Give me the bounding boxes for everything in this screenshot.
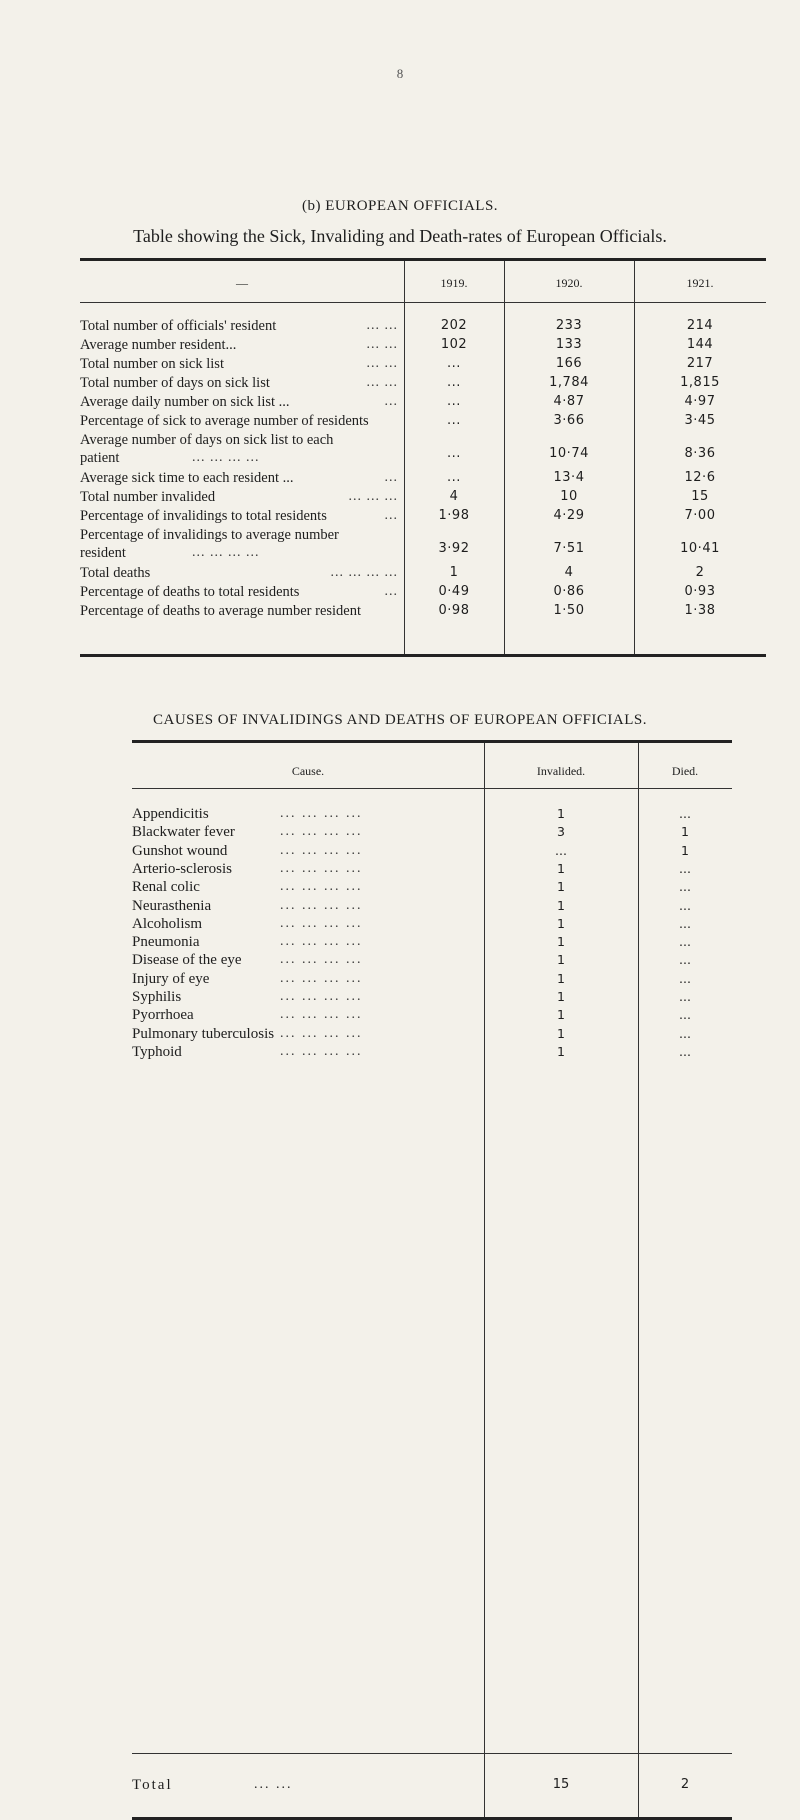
died-value: ... — [679, 952, 691, 968]
row-value: 3·66 — [553, 413, 585, 428]
row-label: Percentage of invalidings to total residents — [80, 508, 327, 524]
table1-header-1920: 1920. — [555, 276, 583, 290]
invalided-value: 1 — [557, 915, 565, 931]
cause-label: Renal colic — [132, 879, 200, 896]
row-label: Percentage of deaths to average number resident — [80, 603, 362, 619]
leader-dots: ... — [384, 470, 398, 485]
invalided-value: 1 — [557, 897, 565, 913]
row-value: 102 — [440, 337, 468, 352]
died-value: 1 — [681, 842, 689, 858]
cause-label: Gunshot wound — [132, 842, 228, 859]
cause-row — [132, 952, 732, 970]
table1-top-rule — [80, 258, 766, 261]
invalided-value: ... — [555, 842, 567, 858]
row-label: Average number of days on sick list to each — [80, 432, 334, 448]
died-value: ... — [679, 989, 691, 1004]
table1-row — [80, 356, 766, 374]
leader-dots: ... ... ... ... — [280, 824, 363, 840]
row-value: 217 — [686, 356, 714, 371]
row-value: 144 — [686, 337, 714, 352]
died-value: ... — [679, 897, 691, 913]
invalided-value: 1 — [557, 860, 565, 876]
table2-header-rule — [132, 788, 732, 789]
row-value: 1,784 — [549, 375, 589, 390]
row-value: 1,815 — [680, 375, 720, 390]
row-value: 0·86 — [553, 584, 585, 599]
row-label: Average daily number on sick list ... — [80, 394, 290, 410]
cause-label: Arterio-sclerosis — [132, 860, 232, 877]
table1-row — [80, 318, 766, 336]
cause-row — [132, 1007, 732, 1025]
leader-dots: ... ... ... ... — [280, 897, 363, 913]
died-value: ... — [679, 806, 691, 821]
leader-dots: ... ... ... ... — [280, 860, 363, 876]
died-value: 1 — [681, 824, 689, 840]
leader-dots: ... ... ... ... — [280, 842, 363, 858]
row-value: ... — [447, 375, 461, 390]
cause-label: Alcoholism — [132, 915, 202, 932]
leader-dots: ... ... ... ... — [280, 970, 363, 986]
row-value: 10·41 — [680, 541, 720, 556]
table2-header-invalided: Invalided. — [536, 764, 586, 778]
row-label: Total number invalided — [80, 489, 216, 505]
row-value: ... — [447, 356, 461, 371]
table1-row — [80, 432, 766, 466]
cause-label: Injury of eye — [132, 970, 210, 987]
died-value: ... — [679, 1007, 691, 1023]
row-value: 1·50 — [553, 603, 585, 618]
row-value: 4 — [449, 489, 459, 504]
died-value: ... — [679, 1025, 691, 1041]
table1-row — [80, 527, 766, 561]
table1-header-1921: 1921. — [686, 276, 714, 290]
row-value: 12·6 — [684, 470, 716, 485]
cause-row — [132, 806, 732, 824]
page-number: 8 — [396, 66, 404, 81]
invalided-value: 3 — [557, 824, 565, 840]
leader-dots: ... ... ... ... — [192, 450, 260, 465]
invalided-value: 1 — [557, 806, 565, 821]
leader-dots: ... ... ... — [348, 489, 398, 504]
total-dots: ... ... — [254, 1777, 293, 1792]
row-label: Percentage of deaths to total residents — [80, 584, 300, 600]
total-invalided: 15 — [552, 1777, 570, 1792]
leader-dots: ... — [384, 508, 398, 523]
table1-row — [80, 337, 766, 355]
died-value: ... — [679, 970, 691, 986]
row-value: 4·87 — [553, 394, 585, 409]
row-value: 1·98 — [438, 508, 470, 523]
row-label: Average sick time to each resident ... — [80, 470, 294, 486]
invalided-value: 1 — [557, 934, 565, 950]
row-value: ... — [447, 446, 461, 461]
leader-dots: ... ... ... ... — [192, 545, 260, 560]
row-value: 10 — [560, 489, 578, 504]
row-value: 4 — [564, 565, 574, 580]
row-value: 1 — [449, 565, 459, 580]
invalided-value: 1 — [557, 1025, 565, 1041]
row-label: Total deaths — [80, 565, 151, 581]
died-value: ... — [679, 860, 691, 876]
table1-row — [80, 470, 766, 488]
row-value: 4·97 — [684, 394, 716, 409]
row-value: 3·45 — [684, 413, 716, 428]
table1-bottom-rule — [80, 654, 766, 657]
leader-dots: ... ... ... ... — [280, 1043, 363, 1059]
row-label: Percentage of sick to average number of residents — [80, 413, 369, 429]
table2-total-rule — [132, 1753, 732, 1754]
cause-row — [132, 898, 732, 916]
leader-dots: ... ... — [366, 375, 398, 390]
cause-label: Pulmonary tuberculosis — [132, 1025, 275, 1042]
row-value: 4·29 — [553, 508, 585, 523]
table1-row — [80, 413, 766, 431]
row-value: 15 — [691, 489, 709, 504]
table2-header-cause: Cause. — [291, 764, 325, 778]
total-died: 2 — [680, 1777, 690, 1792]
leader-dots: ... ... ... ... — [280, 934, 363, 950]
died-value: ... — [679, 934, 691, 950]
table1-row — [80, 375, 766, 393]
invalided-value: 1 — [557, 1043, 565, 1059]
row-label: Total number on sick list — [80, 356, 224, 372]
section-label: (b) EUROPEAN OFFICIALS. — [301, 198, 499, 214]
cause-label: Pyorrhoea — [132, 1007, 194, 1024]
cause-row — [132, 843, 732, 861]
table2-title: CAUSES OF INVALIDINGS AND DEATHS OF EUROPEAN OFFICIALS. — [153, 712, 647, 728]
row-label: Average number resident... — [80, 337, 237, 353]
row-value: 166 — [555, 356, 583, 371]
died-value: ... — [679, 879, 691, 895]
table1-header-blank: — — [236, 276, 248, 290]
total-label: Total — [132, 1777, 173, 1793]
table2-total-row — [132, 1777, 732, 1797]
leader-dots: ... ... ... ... — [280, 879, 363, 895]
table2-top-rule — [132, 740, 732, 743]
cause-row — [132, 1044, 732, 1062]
cause-row — [132, 824, 732, 842]
leader-dots: ... ... — [366, 318, 398, 333]
leader-dots: ... ... ... ... — [280, 1007, 363, 1023]
leader-dots: ... — [384, 394, 398, 409]
row-value: 133 — [555, 337, 583, 352]
table1-title: Table showing the Sick, Invaliding and Death-rates of European Officials. — [133, 226, 667, 246]
leader-dots: ... ... ... ... — [330, 565, 398, 580]
row-label: Total number of officials' resident — [80, 318, 277, 334]
causes-table — [132, 740, 732, 1793]
table2-header-died: Died. — [671, 764, 699, 778]
row-value: 0·49 — [438, 584, 470, 599]
table1-header-rule — [80, 302, 766, 303]
table1-row — [80, 565, 766, 583]
cause-row — [132, 861, 732, 879]
row-value: 7·00 — [684, 508, 716, 523]
row-value: 8·36 — [684, 446, 716, 461]
cause-row — [132, 1026, 732, 1044]
invalided-value: 1 — [557, 1007, 565, 1023]
row-value: 3·92 — [438, 541, 470, 556]
row-value: 13·4 — [553, 470, 585, 485]
row-value: 2 — [695, 565, 705, 580]
row-value: 214 — [686, 318, 714, 333]
leader-dots: ... ... — [366, 356, 398, 371]
row-label: Total number of days on sick list — [80, 375, 270, 391]
row-label-continued: patient — [80, 450, 120, 466]
invalided-value: 1 — [557, 879, 565, 895]
row-value: 1·38 — [684, 603, 716, 618]
table1-row — [80, 489, 766, 507]
leader-dots: ... ... — [366, 337, 398, 352]
row-value: 7·51 — [553, 541, 585, 556]
died-value: ... — [679, 915, 691, 931]
row-value: 202 — [440, 318, 468, 333]
table1-row — [80, 508, 766, 526]
row-value: ... — [447, 470, 461, 485]
cause-row — [132, 934, 732, 952]
cause-row — [132, 916, 732, 934]
invalided-value: 1 — [557, 970, 565, 986]
cause-row — [132, 989, 732, 1007]
leader-dots: ... ... ... ... — [280, 915, 363, 931]
row-value: 0·93 — [684, 584, 716, 599]
invalided-value: 1 — [557, 952, 565, 968]
cause-label: Neurasthenia — [132, 897, 212, 914]
leader-dots: ... ... ... ... — [280, 1025, 363, 1041]
cause-label: Syphilis — [132, 989, 182, 1005]
table1-header-1919: 1919. — [440, 276, 468, 290]
invalided-value: 1 — [557, 989, 565, 1004]
table1-row — [80, 394, 766, 412]
cause-row — [132, 971, 732, 989]
cause-row — [132, 879, 732, 897]
row-value: ... — [447, 394, 461, 409]
died-value: ... — [679, 1043, 691, 1059]
row-label-continued: resident — [80, 545, 126, 561]
row-value: ... — [447, 413, 461, 428]
leader-dots: ... ... ... ... — [280, 806, 363, 821]
row-value: 233 — [555, 318, 583, 333]
leader-dots: ... ... ... ... — [280, 989, 363, 1004]
cause-label: Disease of the eye — [132, 952, 242, 969]
cause-label: Pneumonia — [132, 934, 200, 951]
table1-row — [80, 584, 766, 602]
cause-label: Blackwater fever — [132, 824, 235, 841]
cause-label: Appendicitis — [132, 806, 209, 822]
leader-dots: ... — [384, 584, 398, 599]
sick-rates-table — [80, 258, 766, 658]
leader-dots: ... ... ... ... — [280, 952, 363, 968]
row-value: 10·74 — [549, 446, 589, 461]
cause-label: Typhoid — [132, 1043, 182, 1060]
row-label: Percentage of invalidings to average number — [80, 527, 339, 543]
row-value: 0·98 — [438, 603, 470, 618]
table1-row — [80, 603, 766, 621]
